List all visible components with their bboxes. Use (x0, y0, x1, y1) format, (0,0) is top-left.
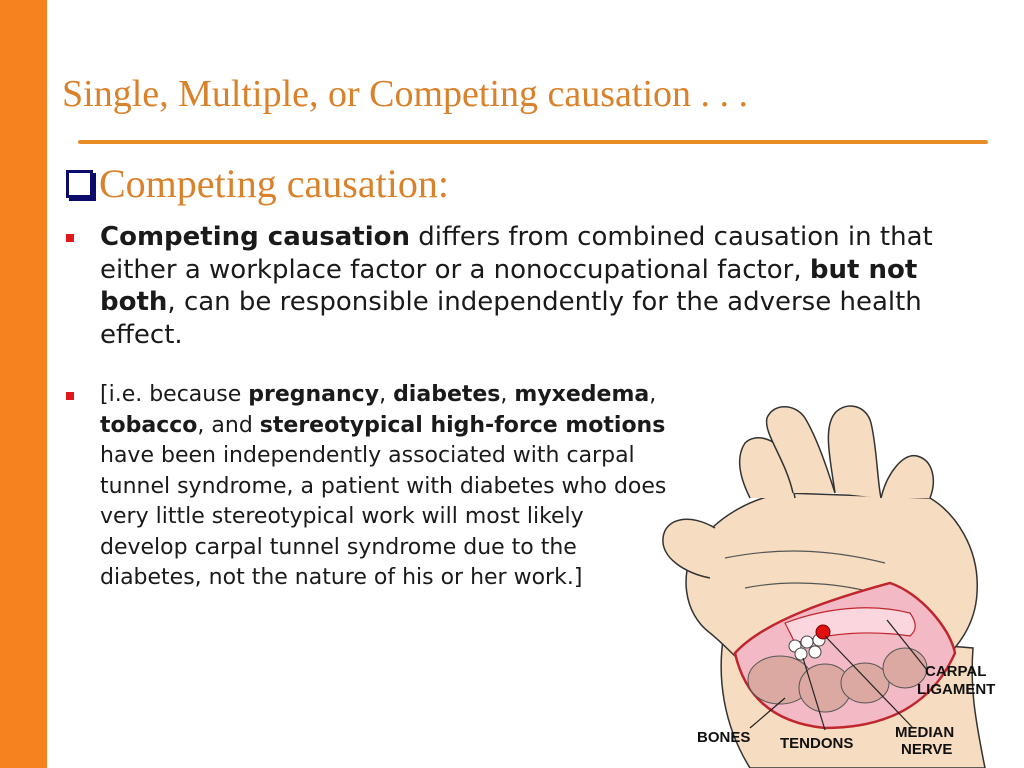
bullet2-open: [i.e. because (100, 382, 249, 407)
bullet-square-icon (66, 234, 74, 242)
pinky-finger-shape (881, 456, 933, 498)
bullet1-text-a: differs from combined causation in that either a workplace factor or a nonoccupational factor, (100, 222, 933, 285)
label-median: MEDIAN (895, 724, 955, 741)
factor-diabetes: diabetes (393, 382, 501, 407)
title-underline (78, 140, 988, 144)
separator: , and (197, 412, 260, 438)
bullet-square-icon (66, 392, 74, 400)
label-carpal: CARPAL (925, 663, 987, 680)
factor-myxedema: myxedema (514, 382, 650, 407)
separator: , (649, 382, 657, 407)
separator: , (379, 382, 394, 407)
bullet1-text-c: , can be responsible independently for the adverse health effect. (100, 287, 922, 350)
label-ligament: LIGAMENT (917, 681, 996, 698)
term-but-not-both: but not both (100, 254, 918, 317)
left-accent-bar (0, 0, 47, 768)
bullet-paragraph-1 (100, 221, 1000, 351)
factor-high-force-motions: stereotypical high-force motions (259, 412, 666, 438)
section-heading-text: Competing causation: (99, 161, 449, 206)
term-competing-causation: Competing causation (100, 222, 410, 252)
factor-pregnancy: pregnancy (248, 382, 380, 407)
bullet-paragraph-2 (100, 380, 670, 594)
label-nerve: NERVE (901, 741, 953, 758)
factor-tobacco: tobacco (100, 412, 198, 438)
slide-title: Single, Multiple, or Competing causation . . . (62, 73, 749, 115)
carpal-tunnel-illustration (655, 398, 1024, 768)
section-heading (66, 160, 449, 207)
separator: , (500, 382, 515, 407)
thumb-shape (663, 519, 715, 578)
bullet2-rest: have been independently associated with carpal tunnel syndrome, a patient with diabetes who does very little stereotypical work will most likely develop carpal tunnel syndrome due to the diabetes, not the nature of his or her work.] (100, 443, 667, 590)
checkbox-icon (66, 170, 93, 198)
ring-finger-shape (828, 406, 881, 498)
label-tendons: TENDONS (780, 735, 854, 752)
label-bones: BONES (697, 729, 751, 746)
